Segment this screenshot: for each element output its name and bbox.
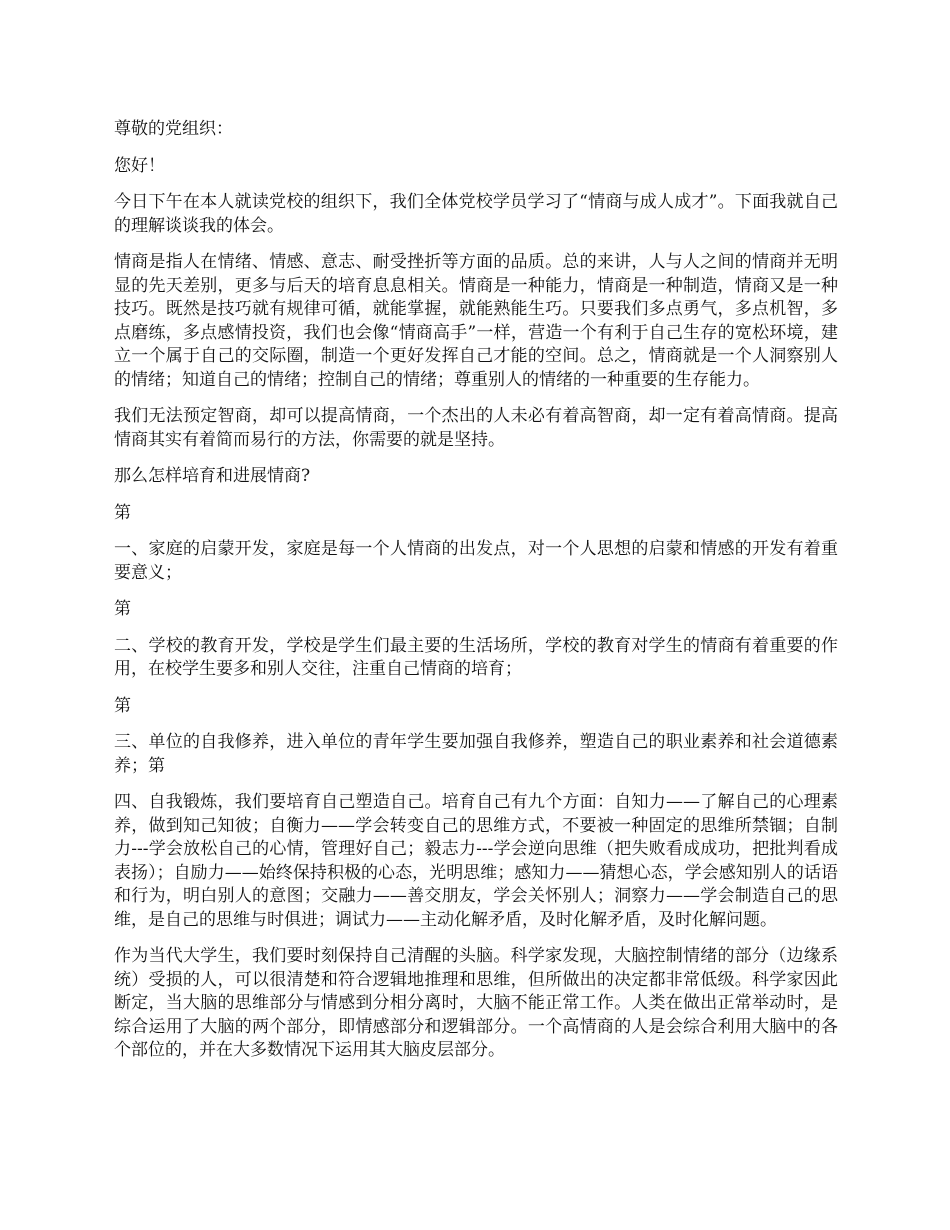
self-training-paragraph: 四、自我锻炼，我们要培育自己塑造自己。培育自己有九个方面：自知力——了解自己的心理素养，做到知己知彼；自衡力——学会转变自己的思维方式，不要被一种固定的思维所禁锢；自制力---学会放松自己的心情，管理好自己；毅志力---学会逆向思维（把失败看成成功，把批判看成表扬）；自励力——始终保持积极的心态，光明思维；感知力——猜想心态，学会感知别人的话语和行为，明白别人的意图；交融力——善交朋友，学会关怀别人；洞察力——学会制造自己的思维，是自己的思维与时俱进；调试力——主动化解矛盾，及时化解矛盾，及时化解问题。 (114, 792, 838, 930)
brain-paragraph: 作为当代大学生，我们要时刻保持自己清醒的头脑。科学家发现，大脑控制情绪的部分（边缘系统）受损的人，可以很清楚和符合逻辑地推理和思维，但所做出的决定都非常低级。科学家因此断定，当大脑的思维部分与情感到分相分离时，大脑不能正常工作。人类在做出正常举动时，是综合运用了大脑的两个部分，即情感部分和逻辑部分。一个高情商的人是会综合利用大脑中的各个部位的，并在大多数情况下运用其大脑皮层部分。 (114, 946, 838, 1060)
improve-eq-paragraph: 我们无法预定智商，却可以提高情商，一个杰出的人未必有着高智商，却一定有着高情商。提高情商其实有着简而易行的方法，你需要的就是坚持。 (114, 406, 838, 450)
ordinal-marker-1: 第 (114, 502, 131, 523)
workplace-paragraph: 三、单位的自我修养，进入单位的青年学生要加强自我修养，塑造自己的职业素养和社会道德素养；第 (114, 732, 838, 776)
salutation: 尊敬的党组织： (114, 119, 233, 139)
intro-paragraph: 今日下午在本人就读党校的组织下，我们全体党校学员学习了“情商与成人成才”。下面我就自己的理解谈谈我的体会。 (114, 192, 838, 236)
ordinal-marker-2: 第 (114, 599, 131, 619)
family-paragraph: 一、家庭的启蒙开发，家庭是每一个人情商的出发点，对一个人思想的启蒙和情感的开发有着重要意义； (114, 539, 838, 583)
greeting: 您好！ (114, 155, 165, 176)
eq-definition-paragraph: 情商是指人在情绪、情感、意志、耐受挫折等方面的品质。总的来讲，人与人之间的情商并无明显的先天差别，更多与后天的培育息息相关。情商是一种能力，情商是一种制造，情商又是一种技巧。既然是技巧就有规律可循，就能掌握，就能熟能生巧。只要我们多点勇气，多点机智，多点磨练，多点感情投资，我们也会像“情商高手”一样，营造一个有利于自己生存的宽松环境，建立一个属于自己的交际圈，制造一个更好发挥自己才能的空间。总之，情商就是一个人洞察别人的情绪；知道自己的情绪；控制自己的情绪；尊重别人的情绪的一种重要的生存能力。 (114, 252, 838, 390)
question-paragraph: 那么怎样培育和进展情商? (114, 466, 311, 486)
ordinal-marker-3: 第 (114, 695, 131, 716)
school-paragraph: 二、学校的教育开发，学校是学生们最主要的生活场所，学校的教育对学生的情商有着重要的作用，在校学生要多和别人交往，注重自己情商的培育； (114, 635, 838, 679)
